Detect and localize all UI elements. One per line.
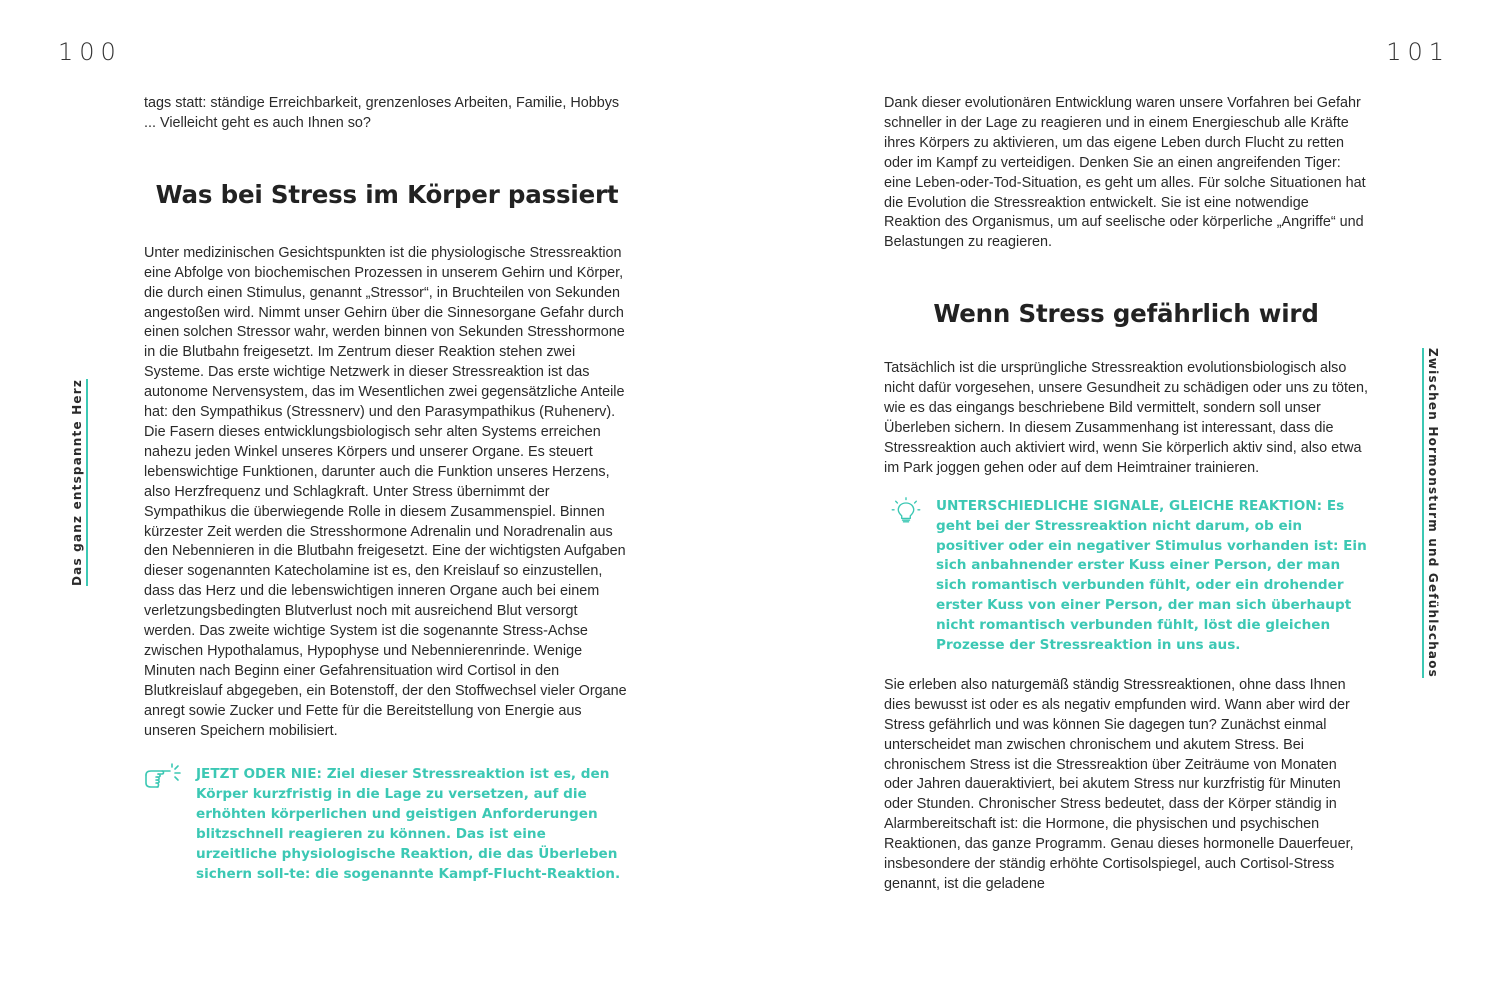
page-number-left: 100: [58, 38, 122, 66]
left-page-column: [144, 94, 630, 885]
right-callout: [884, 497, 1368, 656]
left-intro-paragraph: tags statt: ständige Erreichbarkeit, grenzenloses Arbeiten, Familie, Hobbys ... Vielleicht geht es auch Ihnen so?: [144, 95, 620, 131]
right-section-heading: Wenn Stress gefährlich wird: [933, 299, 1319, 329]
right-page-column: [884, 94, 1368, 895]
right-intro-paragraph: Dank dieser evolutionären Entwicklung waren unsere Vorfahren bei Gefahr schneller in der Lage zu reagieren und in einem Energieschub alle Kräfte ihres Körpers zu aktivieren, um das eigene Leben durch Flucht zu retten oder im Kampf zu verteidigen. Denken Sie an einen angreifenden Tiger: eine Leben-oder-Tod-Situation, es geht um alles. Für solche Situationen hat die Evolution die Stressreaktion entwickelt. Sie ist eine notwendige Reaktion des Organismus, um auf seelische oder körperliche „Angriffe“ und Belastungen zu reagieren.: [884, 95, 1366, 251]
page-number-right: 101: [1386, 38, 1450, 66]
left-callout: [144, 765, 630, 884]
right-body-paragraph-1: Tatsächlich ist die ursprüngliche Stressreaktion evolutionsbiologisch also nicht dafür vorgesehen, unsere Gesundheit zu schädigen oder uns zu töten, wie es das eingangs beschriebene Bild vermittelt, sondern soll unser Überleben sichern. In diesem Zusammenhang ist interessant, dass die Stressreaktion auch aktiviert wird, wenn Sie körperlich aktiv sind, also etwa im Park joggen gehen oder auf dem Heimtrainer trainieren.: [884, 360, 1369, 476]
right-callout-text: UNTERSCHIEDLICHE SIGNALE, GLEICHE REAKTION: Es geht bei der Stressreaktion nicht darum, ob ein positiver oder ein negativer Stimulus vorhanden ist: Ein sich anbahnender erster Kuss einer Person, der man sich romantisch verbunden fühlt, oder ein drohender erster Kuss von einer Person, der man sich überhaupt nicht romantisch verbunden fühlt, löst die gleichen Prozesse der Stressreaktion in uns aus.: [936, 497, 1367, 654]
lightbulb-icon: [888, 491, 924, 527]
left-section-heading: Was bei Stress im Körper passiert: [155, 179, 619, 209]
right-body-paragraph-2: Sie erleben also naturgemäß ständig Stressreaktionen, ohne dass Ihnen dies bewusst ist oder es als negativ empfunden wird. Wann aber wird der Stress gefährlich und was können Sie dagegen tun? Zunächst einmal unterscheidet man zwischen chronischem und akutem Stress. Bei chronischem Stress ist die Stressreaktion über Zeiträume von Monaten oder Jahren daueraktiviert, bei akutem Stress nur kurzfristig für Minuten oder Stunden. Chronischer Stress bedeutet, dass der Körper ständig in Alarmbereitschaft ist: die Hormone, die physischen und psychischen Reaktionen, das ganze Programm. Genau dieses hormonelle Dauerfeuer, insbesondere der ständig erhöhte Cortisolspiegel, auch Cortisol-Stress genannt, ist die geladene: [884, 676, 1354, 892]
left-body-paragraph: Unter medizinischen Gesichtspunkten ist die physiologische Stressreaktion eine Abfolge von biochemischen Prozessen in unserem Gehirn und Körper, die durch einen Stimulus, genannt „Stressor“, in Bruchteilen von Sekunden angestoßen wird. Nimmt unser Gehirn über die Sinnesorgane Gefahr durch einen solchen Stressor wahr, werden binnen von Sekunden Stresshormone in die Blutbahn freigesetzt. Im Zentrum dieser Reaktion stehen zwei Systeme. Das erste wichtige Netzwerk in dieser Stressreaktion ist das autonome Nervensystem, das im Wesentlichen zwei gegensätzliche Anteile hat: den Sympathikus (Stressnerv) und den Parasympathikus (Ruhenerv). Die Fasern dieses entwicklungsbiologisch sehr alten Systems erreichen nahezu jeden Winkel unseres Körpers und unserer Organe. Es steuert lebenswichtige Funktionen, darunter auch die Funktion unseres Herzens, also Herzfrequenz und Schlagkraft. Unter Stress übernimmt der Sympathikus die überwiegende Rolle in diesem Zusammenspiel. Binnen kürzester Zeit werden die Stresshormone Adrenalin und Noradrenalin aus den Nebennieren in die Blutbahn freigesetzt. Eine der wichtigsten Aufgaben dieser sogenannten Katecholamine ist es, den Kreislauf so einzustellen, dass das Herz und die lebenswichtigen inneren Organe auch bei einem verletzungsbedingten Blutverlust noch mit ausreichend Blut versorgt werden. Das zweite wichtige System ist die sogenannte Stress-Achse zwischen Hypothalamus, Hypophyse und Nebennierenrinde. Wenige Minuten nach Beginn einer Gefahrensituation wird Cortisol in den Blutkreislauf abgegeben, ein Botenstoff, der den Stoffwechsel vieler Organe anregt sowie Zucker und Fette für die Bereitstellung von Energie aus unseren Speichern mobilisiert.: [144, 244, 627, 739]
running-head-left: Das ganz entspannte Herz: [70, 379, 88, 586]
pointing-hand-icon: [144, 761, 186, 791]
running-head-right: Zwischen Hormonsturm und Gefühlschaos: [1422, 348, 1440, 678]
left-callout-text: JETZT ODER NIE: Ziel dieser Stressreaktion ist es, den Körper kurzfristig in die Lage zu versetzen, auf die erhöhten körperlichen und geistigen Anforderungen blitzschnell reagieren zu können. Das ist eine urzeitliche physiologische Reaktion, die das Überleben sichern soll-te: die sogenannte Kampf-Flucht-Reaktion.: [196, 766, 621, 882]
